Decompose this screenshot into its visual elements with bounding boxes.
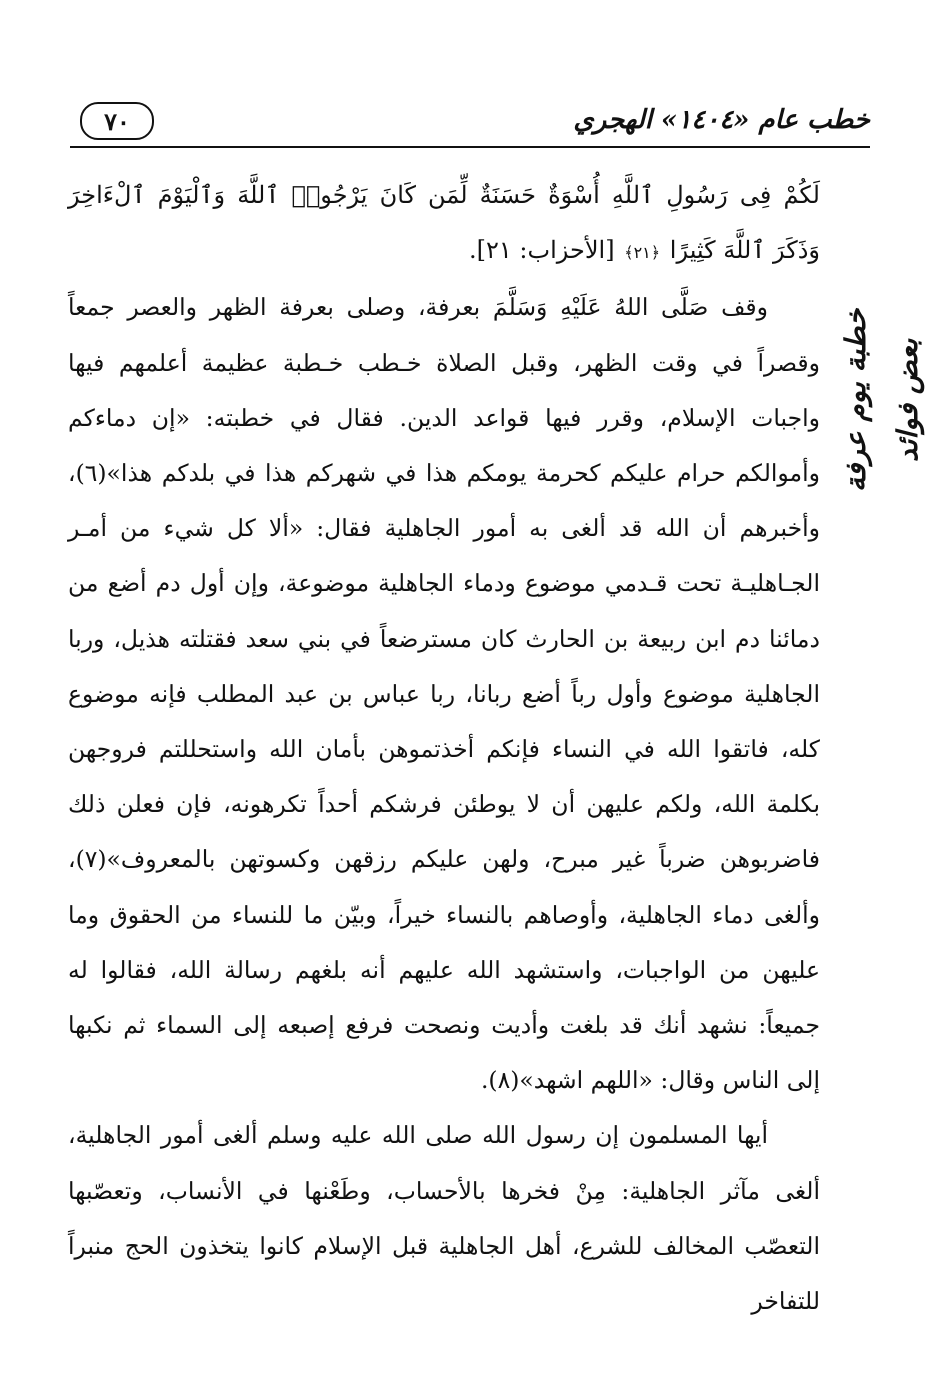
verse-reference: [الأحزاب: ٢١]. bbox=[469, 236, 615, 265]
quran-verse bbox=[68, 168, 820, 280]
margin-note bbox=[830, 300, 940, 500]
book-title: خطب عام «١٤٠٤» الهجري bbox=[573, 105, 870, 135]
paragraph-2: أيها المسلمون إن رسول الله صلى الله عليه وسلم ألغى أمور الجاهلية، ألغى مآثر الجاهلية: مِنْ فخرها بالأحساب، وطَعْنها في الأنساب، وتعصّبها التعصّب المخالف للشرع، أهل الجاهلية قبل الإسلام كانوا يتخذون الحج منبراً للتفاخر bbox=[68, 1121, 820, 1316]
verse-text: لَكُمْ فِى رَسُولِ ٱللَّهِ أُسْوَةٌ حَسَنَةٌ لِّمَن كَانَ يَرْجُوا۟ ٱللَّهَ وَٱلْيَوْمَ ٱلْءَاخِرَ وَذَكَرَ ٱللَّهَ كَثِيرًا bbox=[68, 181, 820, 265]
page-header bbox=[70, 96, 870, 146]
page-number: ٧٠ bbox=[80, 102, 154, 140]
margin-note-line-2: بعض فوائد bbox=[891, 338, 924, 462]
verse-number-marker: ﴿٢١﴾ bbox=[624, 243, 661, 263]
margin-note-line-1: خطبة يوم عرفة bbox=[839, 308, 872, 492]
body-text bbox=[68, 168, 820, 1329]
header-rule bbox=[70, 146, 870, 148]
paragraph-1: وقف صَلَّى اللهُ عَلَيْهِ وَسَلَّمَ بعرفة، وصلى بعرفة الظهر والعصر جمعاً وقصراً في وقت الظهر، وقبل الصلاة خـطب خـطبة عظيمة أعلمهم فيها واجبات الإسلام، وقرر فيها قواعد الدين. فقال في خطبته: «إن دماءكم وأموالكم حرام عليكم كحرمة يومكم هذا في شهركم هذا في بلدكم هذا»(٦)، وأخبرهم أن الله قد ألغى به أمور الجاهلية فقال: «ألا كل شيء من أمـر الجـاهليـة تحت قـدمي موضوع ودماء الجاهلية موضوعة، وإن أول دم أضع من دمائنا دم ابن ربيعة بن الحارث كان مسترضعاً في بني سعد فقتلته هذيل، وربا الجاهلية موضوع وأول رباً أضع ربانا، ربا عباس بن عبد المطلب فإنه موضوع كله، فاتقوا الله في النساء فإنكم أخذتموهن بأمان الله واستحللتم فروجهن بكلمة الله، ولكم عليهن أن لا يوطئن فرشكم أحداً تكرهونه، فإن فعلن ذلك فاضربوهن ضرباً غير مبرح، ولهن عليكم رزقهن وكسوتهن بالمعروف»(٧)، وألغى دماء الجاهلية، وأوصاهم بالنساء خيراً، وبيّن ما للنساء من الحقوق وما عليهن من الواجبات، واستشهد الله عليهم أنه بلغهم رسالة الله، فقالوا له جميعاً: نشهد أنك قد بلغت وأديت ونصحت فرفع إصبعه إلى السماء ثم نكبها إلى الناس وقال: «اللهم اشهد»(٨). bbox=[68, 293, 820, 1095]
